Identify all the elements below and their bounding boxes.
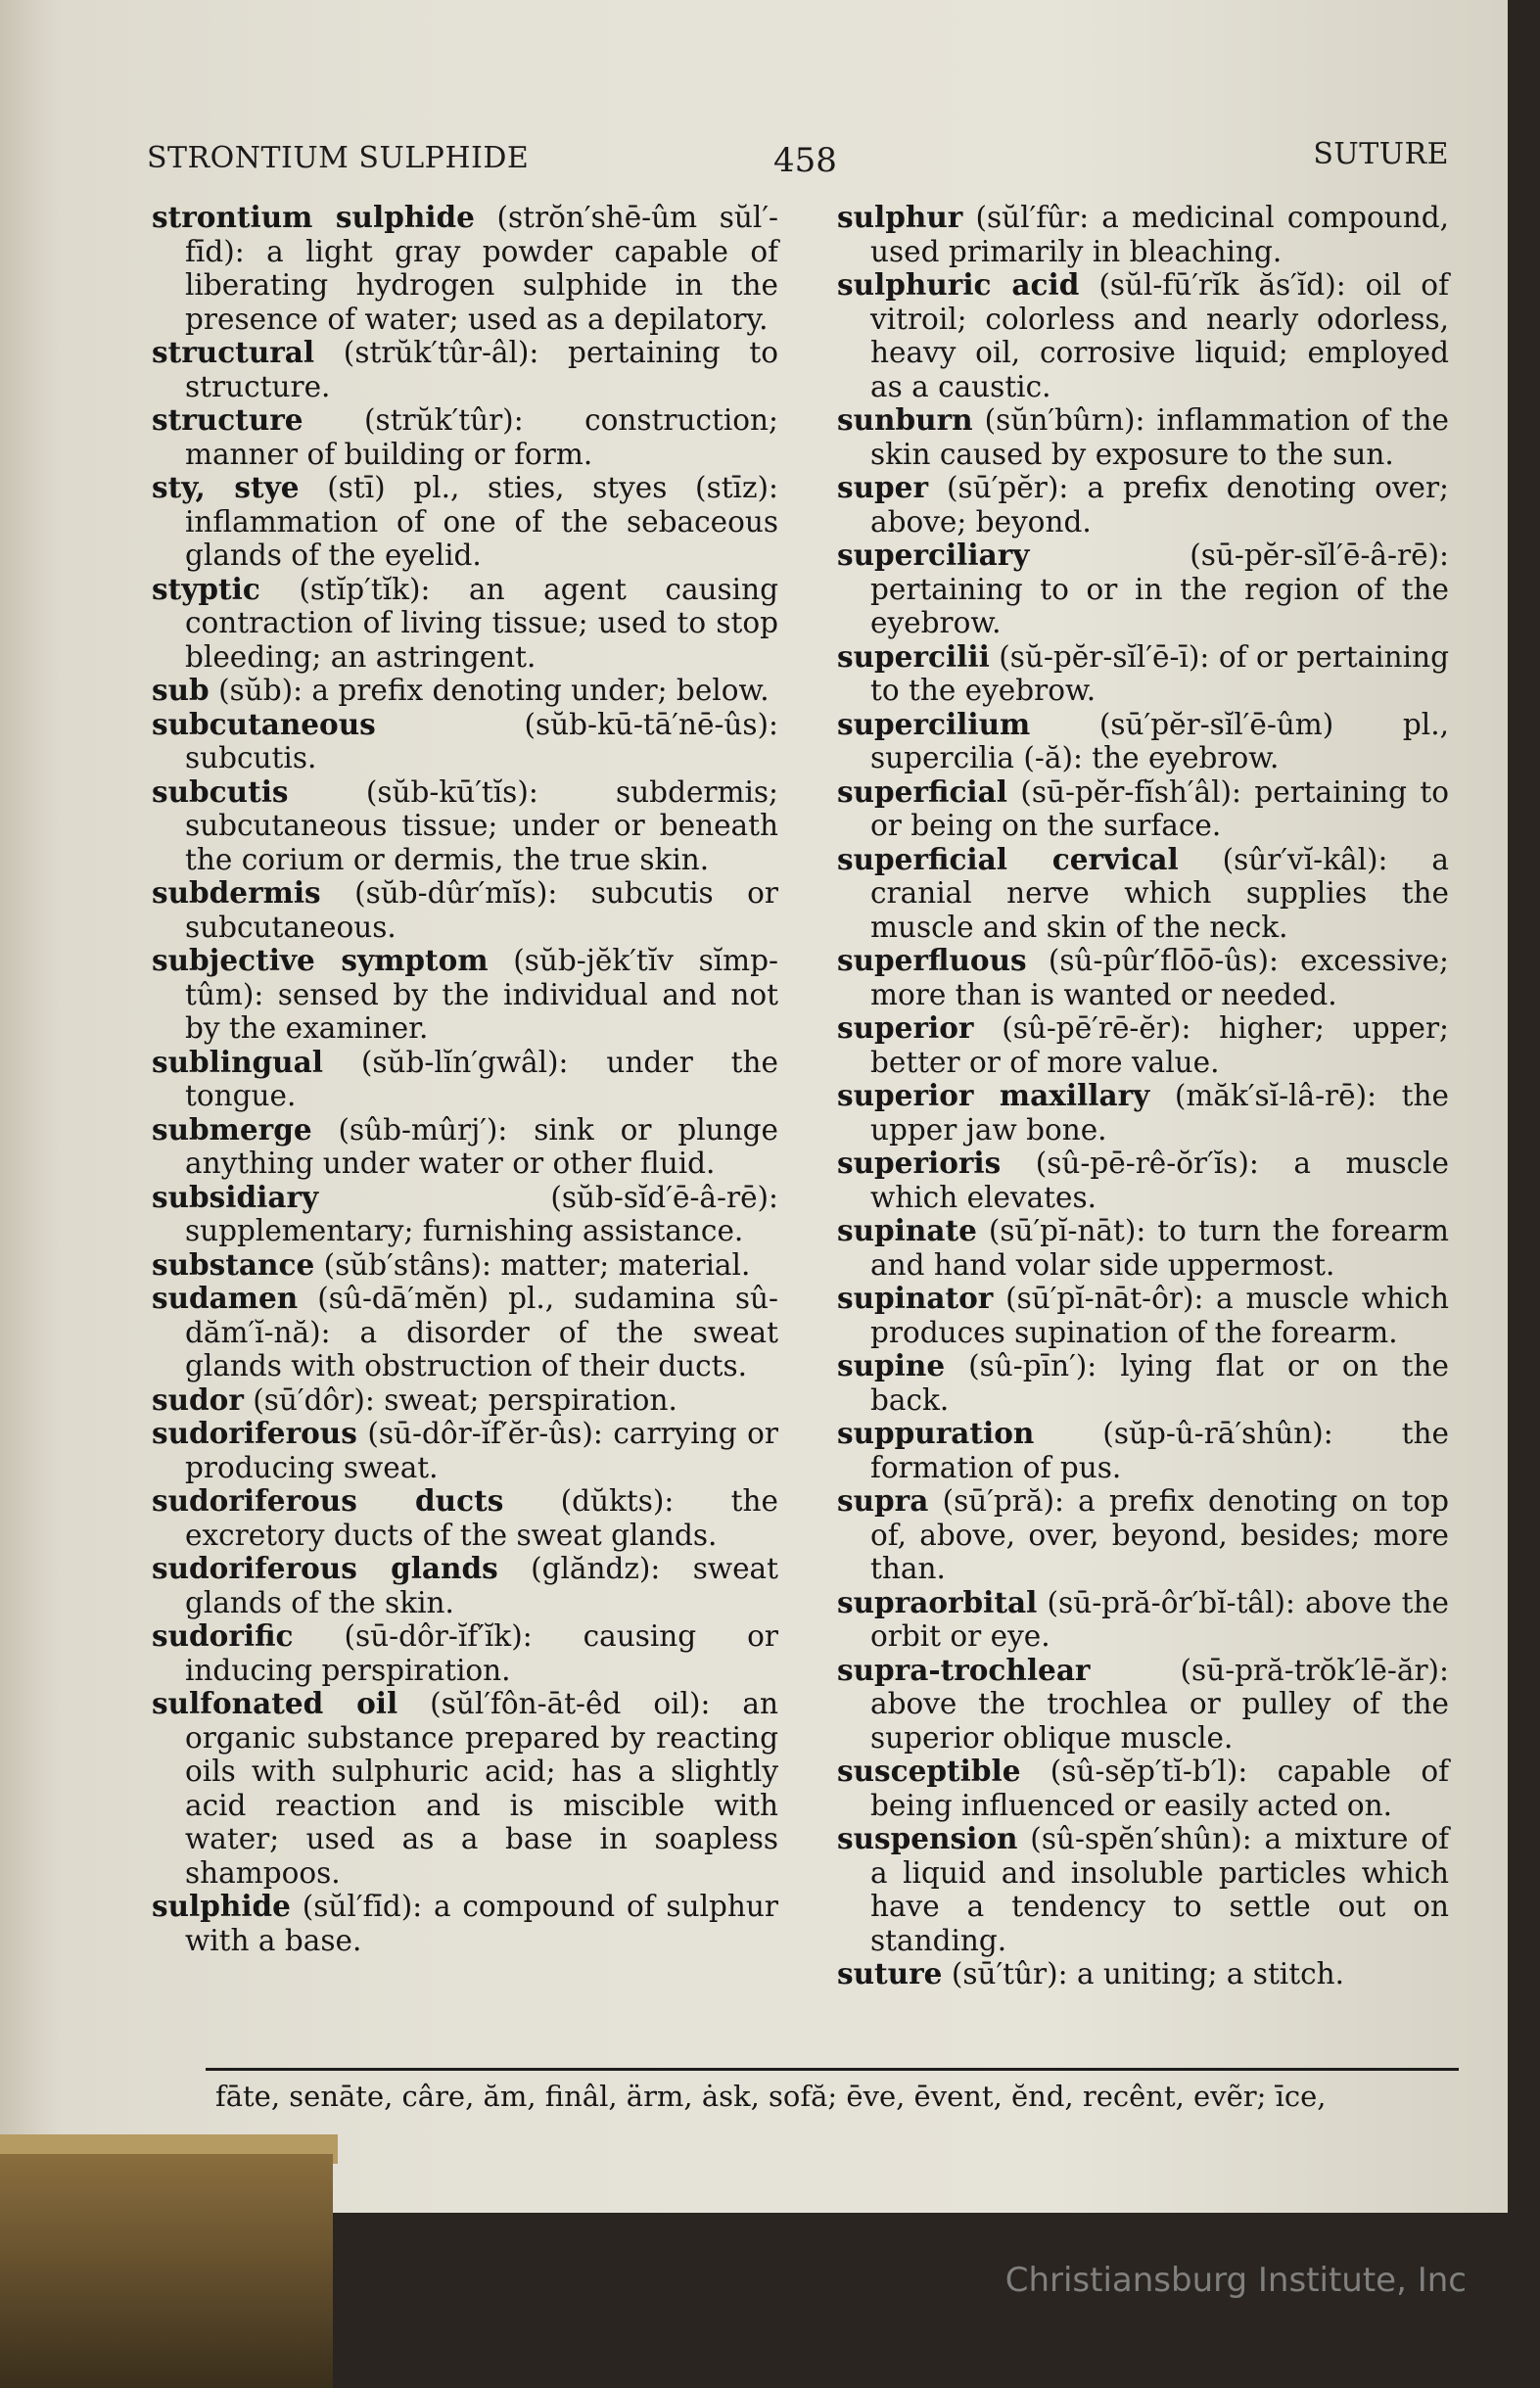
entry-headword: superior maxillary xyxy=(837,1078,1150,1112)
dictionary-entry xyxy=(152,1113,778,1181)
entry-headword: subjective symptom xyxy=(152,943,489,977)
entry-definition: (dŭkts): the excretory ducts of the sweat glands. xyxy=(185,1484,778,1552)
dictionary-entry xyxy=(152,1248,778,1283)
entry-definition: (sŭl′fôn-āt-êd oil): an organic substance prepared by reacting oils with sulphuric acid; has a slightly acid reaction and is miscible with water; used as a base in soapless shampoos. xyxy=(185,1687,778,1890)
entry-definition: (sû-pīn′): lying flat or on the back. xyxy=(870,1349,1449,1417)
dictionary-entry xyxy=(152,708,778,775)
entry-headword: sulphide xyxy=(152,1889,291,1923)
entry-headword: superficial xyxy=(837,773,1007,809)
entry-definition: (strŭk′tûr-âl): pertaining to structure. xyxy=(185,336,778,403)
entry-definition: (sū-dôr-ĭf′ĕr-ûs): carrying or producing sweat. xyxy=(185,1417,778,1484)
entry-definition: (sū-pĕr-sĭl′ē-â-rē): pertaining to or in the region of the eyebrow. xyxy=(870,538,1449,639)
dictionary-entry xyxy=(152,403,778,471)
dictionary-entry xyxy=(152,944,778,1046)
dictionary-entry xyxy=(837,1349,1449,1417)
entry-definition: (sû-sĕp′tĭ-b′l): capable of being influenced or easily acted on. xyxy=(870,1755,1449,1822)
entry-definition: (glăndz): sweat glands of the skin. xyxy=(185,1552,778,1619)
dictionary-entry xyxy=(837,1484,1449,1586)
entry-headword: structural xyxy=(152,335,315,369)
entry-definition: (stī) pl., sties, styes (stīz): inflammation of one of the sebaceous glands of the eyelid. xyxy=(185,471,778,572)
dictionary-entry xyxy=(152,1687,778,1890)
entry-headword: sublingual xyxy=(152,1044,323,1079)
dictionary-entry xyxy=(837,403,1449,471)
dictionary-entry xyxy=(837,1417,1449,1484)
entry-definition: (sûb-mûrj′): sink or plunge anything under water or other fluid. xyxy=(185,1112,778,1180)
entry-headword: sulphuric acid xyxy=(837,267,1080,302)
entry-definition: (sŭb′stâns): matter; material. xyxy=(314,1247,751,1282)
left-column xyxy=(152,201,778,1957)
dictionary-entry xyxy=(837,708,1449,775)
entry-definition: (sŭb-lĭn′gwâl): under the tongue. xyxy=(185,1045,778,1112)
entry-definition: (sŭb-sĭd′ē-â-rē): supplementary; furnishing assistance. xyxy=(185,1180,778,1247)
dictionary-entry xyxy=(152,674,778,708)
dictionary-entry xyxy=(837,268,1449,403)
entry-headword: superfluous xyxy=(837,943,1027,977)
entry-definition: (sū-dôr-ĭf′ĭk): causing or inducing perspiration. xyxy=(185,1619,778,1687)
dictionary-entry xyxy=(837,1079,1449,1147)
entry-headword: supinate xyxy=(837,1213,977,1247)
entry-headword: supra-trochlear xyxy=(837,1652,1091,1687)
dictionary-entry xyxy=(152,1484,778,1552)
entry-headword: styptic xyxy=(152,571,260,606)
entry-headword: supercilii xyxy=(837,638,990,674)
entry-headword: sudoriferous xyxy=(152,1416,357,1450)
entry-headword: subcutaneous xyxy=(152,706,376,741)
entry-definition: (sū-pră-trŏk′lē-ăr): above the trochlea or pulley of the superior oblique muscle. xyxy=(870,1653,1449,1755)
entry-headword: supine xyxy=(837,1348,946,1382)
pronunciation-key: fāte, senāte, câre, ăm, finâl, ärm, ȧsk, sofă; ēve, ēvent, ĕnd, recênt, evẽr; īce, xyxy=(215,2080,1327,2113)
entry-headword: suspension xyxy=(837,1821,1018,1855)
entry-headword: suture xyxy=(837,1956,943,1990)
entry-headword: suppuration xyxy=(837,1416,1035,1450)
entry-definition: (măk′sĭ-lâ-rē): the upper jaw bone. xyxy=(870,1079,1449,1147)
dictionary-entry xyxy=(152,1383,778,1418)
entry-definition: (sū′dôr): sweat; perspiration. xyxy=(243,1382,677,1417)
footer-rule xyxy=(206,2068,1459,2071)
dictionary-entry xyxy=(152,1552,778,1619)
entry-definition: (sû-spĕn′shûn): a mixture of a liquid and insoluble particles which have a tendency to settle out on standing. xyxy=(870,1822,1449,1957)
entry-definition: (sū′pĭ-nāt): to turn the forearm and hand volar side uppermost. xyxy=(870,1214,1449,1282)
dictionary-entry xyxy=(152,1619,778,1687)
entry-headword: super xyxy=(837,470,928,504)
header-right-guide-word: SUTURE xyxy=(1313,137,1449,171)
dictionary-entry xyxy=(152,201,778,336)
dictionary-entry xyxy=(837,201,1449,268)
entry-headword: sudoriferous ducts xyxy=(152,1483,504,1518)
dictionary-entry xyxy=(152,336,778,403)
entry-definition: (sŭ-pĕr-sĭl′ē-ī): of or pertaining to the eyebrow. xyxy=(870,639,1449,707)
entry-definition: (sŭb-dûr′mĭs): subcutis or subcutaneous. xyxy=(185,876,778,944)
dictionary-entry xyxy=(837,775,1449,843)
dictionary-entry xyxy=(837,1282,1449,1349)
entry-definition: (sŭb-kū′tĭs): subdermis; subcutaneous tissue; under or beneath the corium or dermis, the true skin. xyxy=(185,774,778,876)
entry-definition: (sŭl-fū′rĭk ăs′ĭd): oil of vitroil; colorless and nearly odorless, heavy oil, corrosive liquid; employed as a caustic. xyxy=(870,268,1449,403)
entry-definition: (sû-dā′mĕn) pl., sudamina sû-dăm′ĭ-nă): a disorder of the sweat glands with obstruction of their ducts. xyxy=(185,1282,778,1382)
entry-headword: structure xyxy=(152,402,303,437)
dictionary-entry xyxy=(837,843,1449,945)
entry-definition: (sū′tûr): a uniting; a stitch. xyxy=(942,1957,1344,1990)
entry-definition: (sûr′vĭ-kâl): a cranial nerve which supplies the muscle and skin of the neck. xyxy=(870,842,1449,944)
right-column xyxy=(837,201,1449,1991)
entry-definition: (sū′pĭ-nāt-ôr): a muscle which produces supination of the forearm. xyxy=(870,1282,1449,1349)
dictionary-entry xyxy=(152,1417,778,1484)
dictionary-entry xyxy=(152,1890,778,1957)
entry-headword: sub xyxy=(152,673,210,707)
watermark: Christiansburg Institute, Inc xyxy=(1004,2261,1467,2300)
dictionary-entry xyxy=(837,1822,1449,1957)
entry-headword: subcutis xyxy=(152,773,289,809)
entry-headword: superficial cervical xyxy=(837,841,1179,876)
entry-headword: sudoriferous glands xyxy=(152,1551,498,1585)
dictionary-entry xyxy=(837,471,1449,538)
dictionary-entry xyxy=(837,640,1449,708)
entry-definition: (sŭl′fīd): a compound of sulphur with a base. xyxy=(185,1890,778,1957)
dictionary-entry xyxy=(837,1654,1449,1756)
page-number: 458 xyxy=(773,141,837,180)
dictionary-entry xyxy=(152,471,778,573)
entry-headword: superioris xyxy=(837,1146,1002,1180)
dictionary-entry xyxy=(152,775,778,877)
entry-headword: supraorbital xyxy=(837,1584,1038,1619)
entry-definition: (sū′pră): a prefix denoting on top of, above, over, beyond, besides; more than. xyxy=(870,1484,1449,1585)
entry-definition: (sū′pĕr): a prefix denoting over; above; beyond. xyxy=(870,471,1449,538)
entry-headword: sudamen xyxy=(152,1281,299,1315)
entry-headword: strontium sulphide xyxy=(152,200,475,234)
entry-headword: supinator xyxy=(837,1281,994,1315)
dictionary-entry xyxy=(152,1282,778,1383)
book-binding xyxy=(0,2154,333,2388)
dictionary-entry xyxy=(152,1181,778,1248)
dictionary-entry xyxy=(837,944,1449,1011)
entry-definition: (sū-pĕr-fĭsh′âl): pertaining to or being on the surface. xyxy=(870,774,1449,842)
entry-definition: (sŭp-û-rā′shûn): the formation of pus. xyxy=(870,1417,1449,1484)
dictionary-entry xyxy=(837,1586,1449,1654)
entry-headword: sulphur xyxy=(837,200,963,234)
entry-headword: sulfonated oil xyxy=(152,1686,398,1720)
entry-definition: (sŭb): a prefix denoting under; below. xyxy=(209,674,770,707)
entry-definition: (sû-pē′rē-ĕr): higher; upper; better or of more value. xyxy=(870,1011,1449,1079)
entry-headword: susceptible xyxy=(837,1754,1021,1788)
dictionary-entry xyxy=(837,538,1449,640)
entry-headword: sudor xyxy=(152,1381,244,1417)
entry-definition: (sŭb-kū-tā′nē-ûs): subcutis. xyxy=(185,707,778,774)
entry-definition: (sŭb-jĕk′tĭv sĭmp-tûm): sensed by the individual and not by the examiner. xyxy=(185,944,778,1045)
entry-definition: (sû-pûr′flōō-ûs): excessive; more than is wanted or needed. xyxy=(870,944,1449,1011)
entry-definition: (sū′pĕr-sĭl′ē-ûm) pl., supercilia (-ă): the eyebrow. xyxy=(870,707,1449,774)
entry-definition: (sū-pră-ôr′bĭ-tâl): above the orbit or eye. xyxy=(870,1585,1449,1653)
dictionary-entry xyxy=(837,1214,1449,1282)
entry-headword: subsidiary xyxy=(152,1179,319,1214)
entry-headword: substance xyxy=(152,1246,315,1282)
entry-headword: sty, stye xyxy=(152,470,300,504)
dictionary-entry xyxy=(152,573,778,675)
entry-headword: sudorific xyxy=(152,1618,294,1653)
dictionary-entry xyxy=(837,1147,1449,1214)
entry-definition: (strŏn′shē-ûm sŭl′-fīd): a light gray powder capable of liberating hydrogen sulphide in the presence of water; used as a depilatory. xyxy=(185,201,778,336)
entry-headword: superior xyxy=(837,1010,974,1045)
header-left-guide-word: STRONTIUM SULPHIDE xyxy=(147,141,530,175)
entry-definition: (sŭl′fûr: a medicinal compound, used primarily in bleaching. xyxy=(870,201,1449,268)
entry-definition: (sû-pē-rê-ŏr′ĭs): a muscle which elevates. xyxy=(870,1147,1449,1214)
dictionary-entry xyxy=(837,1957,1449,1991)
entry-headword: superciliary xyxy=(837,538,1030,572)
page-header xyxy=(147,137,1449,186)
dictionary-entry xyxy=(837,1755,1449,1822)
entry-headword: subdermis xyxy=(152,875,321,910)
entry-definition: (strŭk′tûr): construction; manner of building or form. xyxy=(185,403,778,471)
dictionary-entry xyxy=(837,1011,1449,1079)
entry-headword: sunburn xyxy=(837,402,973,437)
dictionary-entry xyxy=(152,1046,778,1113)
entry-headword: supercilium xyxy=(837,706,1031,741)
entry-definition: (sŭn′bûrn): inflammation of the skin caused by exposure to the sun. xyxy=(870,403,1449,471)
entry-headword: supra xyxy=(837,1483,929,1518)
dictionary-entry xyxy=(152,876,778,944)
entry-definition: (stĭp′tĭk): an agent causing contraction of living tissue; used to stop bleeding; an astringent. xyxy=(185,572,778,674)
entry-headword: submerge xyxy=(152,1111,312,1147)
